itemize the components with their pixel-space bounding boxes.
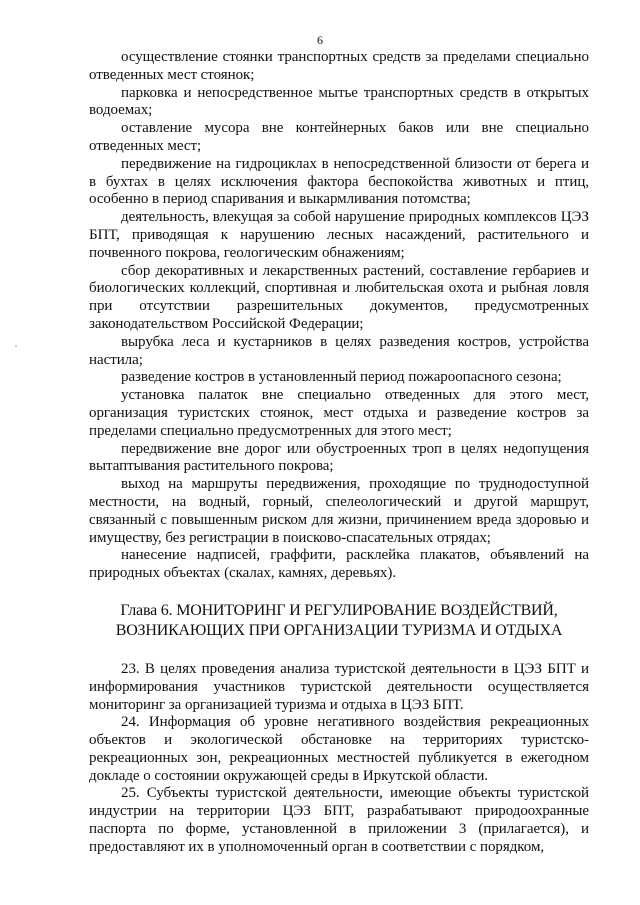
- list-item-jet-ski: передвижение на гидроциклах в непосредственной близости от берега и в бухтах в целях исключения фактора беспокойства животных и птиц, особенно в период спаривания и выкармливания потомства;: [89, 155, 589, 208]
- list-item-parking-outside: осуществление стоянки транспортных средств за пределами специально отведенных мест стоянок;: [89, 49, 589, 83]
- list-item-graffiti: нанесение надписей, граффити, расклейка плакатов, объявлений на природных объектах (скалах, камнях, деревьях).: [89, 547, 589, 582]
- clause-24: 24. Информация об уровне негативного воздействия рекреационных объектов и экологической обстановке на территориях туристско-рекреационных зон, рекреационных местностей публикуется в ежегодном докладе о состоянии окружающей среды в Иркутской области.: [89, 714, 589, 784]
- list-item-natural-complex-damage: деятельность, влекущая за собой нарушение природных комплексов ЦЭЗ БПТ, приводящая к нарушению лесных насаждений, растительного и почвенного покрова, геологическим обнажениям;: [89, 209, 589, 261]
- list-item-tents-camps: установка палаток вне специально отведенных для этого мест, организация туристских стоянок, мест отдыха и разведение костров за пределами специально предусмотренных для этого мест;: [89, 387, 589, 439]
- list-item-plant-collection-hunting: сбор декоративных и лекарственных растений, составление гербариев и биологических коллекций, спортивная и любительская охота и рыбная ловля при отсутствии разрешительных документов, предусмотренных законодательством Российской Федерации;: [89, 262, 589, 332]
- clause-25: 25. Субъекты туристской деятельности, имеющие объекты туристской индустрии на территории ЦЭЗ БПТ, разрабатывают природоохранные паспорта по форме, установленной в приложении 3 (прилагается), и предоставляют их в уполномоченный орган в соответствии с порядком,: [89, 785, 589, 855]
- scan-margin-mark: [15, 345, 17, 347]
- chapter-heading-line-2: ВОЗНИКАЮЩИХ ПРИ ОРГАНИЗАЦИИ ТУРИЗМА И ОТДЫХА: [115, 621, 563, 639]
- document-body: [89, 49, 589, 857]
- chapter-heading-line-1: Глава 6. МОНИТОРИНГ И РЕГУЛИРОВАНИЕ ВОЗДЕЙСТВИЙ,: [120, 601, 558, 619]
- page-number: 6: [317, 33, 323, 47]
- list-item-vehicle-washing: парковка и непосредственное мытье транспортных средств в открытых водоемах;: [89, 84, 589, 119]
- chapter-heading: [89, 601, 589, 641]
- section-spacing: [89, 641, 589, 661]
- list-item-fire-season: разведение костров в установленный период пожароопасного сезона;: [121, 369, 562, 386]
- list-item-garbage: оставление мусора вне контейнерных баков или вне специально отведенных мест;: [89, 120, 589, 154]
- list-item-risky-routes: выход на маршруты передвижения, проходящие по труднодоступной местности, на водный, горный, спелеологический и другой маршрут, связанный с повышенным риском для жизни, причинением вреда здоровью и имуществу, без регистрации в поисково-спасательных отрядах;: [89, 476, 589, 546]
- list-item-tree-cutting: вырубка леса и кустарников в целях разведения костров, устройства настила;: [89, 333, 589, 368]
- clause-23: 23. В целях проведения анализа туристской деятельности в ЦЭЗ БПТ и информирования участников туристской деятельности осуществляется мониторинг за организацией туризма и отдыха в ЦЭЗ БПТ.: [89, 660, 589, 713]
- list-item-off-road-movement: передвижение вне дорог или обустроенных троп в целях недопущения вытаптывания растительного покрова;: [89, 440, 589, 475]
